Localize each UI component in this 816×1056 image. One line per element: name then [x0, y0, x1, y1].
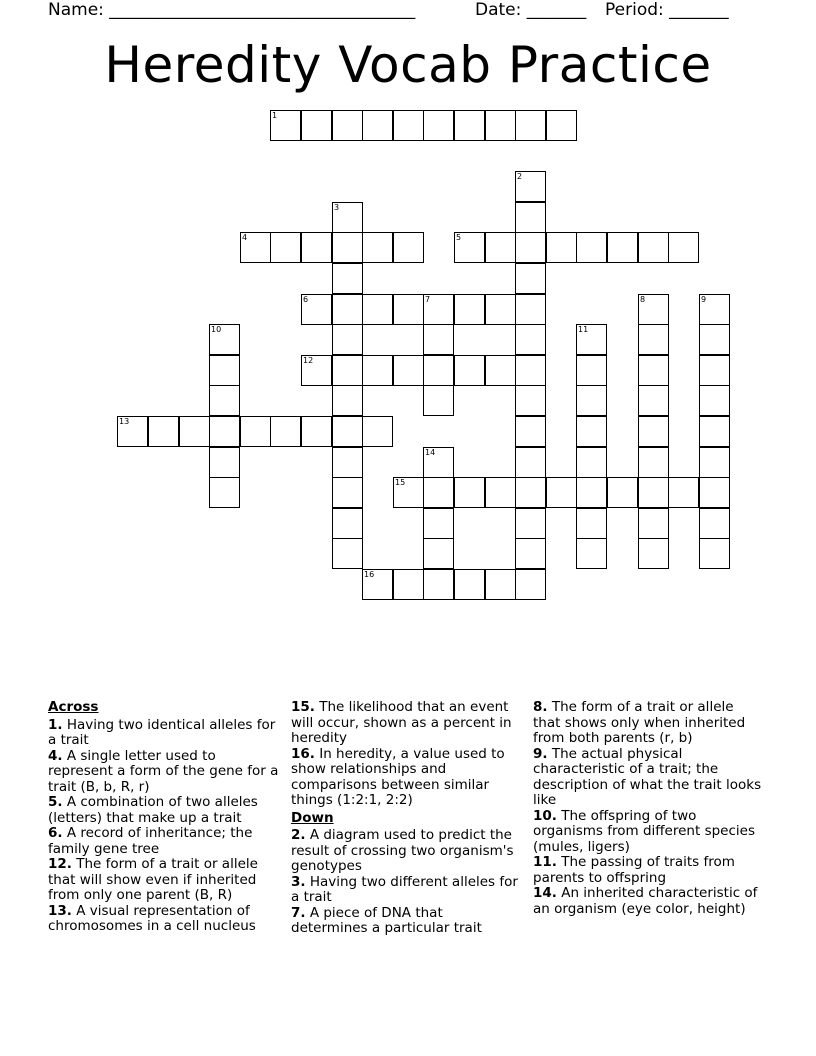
grid-cell[interactable] — [362, 294, 393, 325]
clue-down-2: 2. A diagram used to predict the result of crossing two organism's genotypes — [291, 827, 514, 874]
clue-down-9: 9. The actual physical characteristic of a trait; the description of what the trait looks like — [533, 745, 762, 808]
grid-cell[interactable] — [546, 232, 577, 263]
grid-cell[interactable] — [699, 538, 730, 569]
clue-number: 11 — [578, 325, 589, 334]
grid-cell[interactable] — [301, 416, 332, 447]
clue-number: 7 — [425, 295, 431, 304]
grid-cell[interactable] — [423, 385, 454, 416]
grid-cell[interactable] — [454, 110, 485, 141]
grid-cell[interactable] — [209, 324, 240, 355]
clue-number: 4 — [242, 233, 248, 242]
clue-number: 8 — [640, 295, 646, 304]
grid-cell[interactable] — [393, 232, 424, 263]
clue-across-5: 5. A combination of two alleles (letters) that make up a trait — [48, 794, 258, 826]
grid-cell[interactable] — [332, 416, 363, 447]
grid-cell[interactable] — [607, 477, 638, 508]
grid-cell[interactable] — [607, 232, 638, 263]
grid-cell[interactable] — [638, 355, 669, 386]
grid-cell[interactable] — [209, 355, 240, 386]
clue-column-1 — [48, 700, 280, 935]
grid-cell[interactable] — [393, 569, 424, 600]
clue-down-7: 7. A piece of DNA that determines a particular trait — [291, 904, 482, 936]
grid-cell[interactable] — [515, 416, 546, 447]
grid-cell[interactable] — [209, 385, 240, 416]
grid-cell[interactable] — [515, 508, 546, 539]
grid-cell[interactable] — [179, 416, 210, 447]
grid-cell[interactable] — [423, 538, 454, 569]
clue-down-3: 3. Having two different alleles for a trait — [291, 873, 518, 905]
grid-cell[interactable] — [699, 508, 730, 539]
grid-cell[interactable] — [332, 447, 363, 478]
grid-cell[interactable] — [546, 477, 577, 508]
grid-cell[interactable] — [638, 294, 669, 325]
grid-cell[interactable] — [362, 232, 393, 263]
clue-across-6: 6. A record of inheritance; the family gene tree — [48, 825, 253, 857]
grid-cell[interactable] — [515, 110, 546, 141]
grid-cell[interactable] — [485, 355, 516, 386]
grid-cell[interactable] — [699, 294, 730, 325]
grid-cell[interactable] — [454, 355, 485, 386]
grid-cell[interactable] — [423, 569, 454, 600]
grid-cell[interactable] — [454, 294, 485, 325]
grid-cell[interactable] — [423, 355, 454, 386]
grid-cell[interactable] — [485, 232, 516, 263]
grid-cell[interactable] — [699, 355, 730, 386]
grid-cell[interactable] — [362, 416, 393, 447]
clue-number: 12 — [303, 356, 314, 365]
grid-cell[interactable] — [423, 447, 454, 478]
clue-number: 9 — [701, 295, 707, 304]
grid-cell[interactable] — [699, 447, 730, 478]
grid-cell[interactable] — [485, 569, 516, 600]
grid-cell[interactable] — [638, 232, 669, 263]
grid-cell[interactable] — [209, 477, 240, 508]
grid-cell[interactable] — [423, 110, 454, 141]
clue-down-8: 8. The form of a trait or allele that shows only when inherited from both parents (r, b) — [533, 699, 746, 746]
grid-cell[interactable] — [332, 538, 363, 569]
grid-cell[interactable] — [332, 294, 363, 325]
grid-cell[interactable] — [117, 416, 148, 447]
clue-across-13: 13. A visual representation of chromosomes in a cell nucleus — [48, 902, 256, 934]
grid-cell[interactable] — [515, 232, 546, 263]
clue-column-2 — [291, 700, 523, 937]
grid-cell[interactable] — [301, 355, 332, 386]
grid-cell[interactable] — [332, 324, 363, 355]
down-heading: Down — [291, 809, 334, 826]
date-field[interactable]: Date: _______ — [475, 0, 587, 20]
grid-cell[interactable] — [454, 477, 485, 508]
grid-cell[interactable] — [270, 416, 301, 447]
grid-cell[interactable] — [515, 385, 546, 416]
across-heading: Across — [48, 699, 99, 715]
grid-cell[interactable] — [362, 110, 393, 141]
grid-cell[interactable] — [485, 477, 516, 508]
clue-across-1: 1. Having two identical alleles for a trait — [48, 716, 276, 748]
grid-cell[interactable] — [576, 538, 607, 569]
grid-cell[interactable] — [209, 447, 240, 478]
grid-cell[interactable] — [576, 355, 607, 386]
grid-cell[interactable] — [668, 232, 699, 263]
clue-number: 14 — [425, 448, 436, 457]
grid-cell[interactable] — [515, 202, 546, 233]
clue-column-3 — [533, 700, 765, 917]
grid-cell[interactable] — [270, 110, 301, 141]
clue-down-11: 11. The passing of traits from parents to offspring — [533, 854, 735, 886]
grid-cell[interactable] — [423, 324, 454, 355]
grid-cell[interactable] — [699, 416, 730, 447]
grid-cell[interactable] — [332, 355, 363, 386]
grid-cell[interactable] — [423, 508, 454, 539]
clue-number: 2 — [517, 172, 523, 181]
page-title: Heredity Vocab Practice — [104, 36, 712, 94]
grid-cell[interactable] — [515, 477, 546, 508]
grid-cell[interactable] — [638, 477, 669, 508]
grid-cell[interactable] — [485, 110, 516, 141]
clue-number: 1 — [272, 111, 278, 120]
grid-cell[interactable] — [515, 538, 546, 569]
name-field[interactable]: Name: ____________________________________ — [48, 0, 416, 20]
grid-cell[interactable] — [454, 232, 485, 263]
grid-cell[interactable] — [423, 294, 454, 325]
clue-across-15: 15. The likelihood that an event will occur, shown as a percent in heredity — [291, 699, 512, 746]
grid-cell[interactable] — [515, 263, 546, 294]
grid-cell[interactable] — [393, 477, 424, 508]
grid-cell[interactable] — [699, 477, 730, 508]
grid-cell[interactable] — [393, 355, 424, 386]
grid-cell[interactable] — [668, 477, 699, 508]
grid-cell[interactable] — [240, 416, 271, 447]
grid-cell[interactable] — [515, 355, 546, 386]
clue-number: 10 — [211, 325, 222, 334]
grid-cell[interactable] — [301, 294, 332, 325]
grid-cell[interactable] — [576, 508, 607, 539]
grid-cell[interactable] — [332, 232, 363, 263]
grid-cell[interactable] — [209, 416, 240, 447]
clue-across-4: 4. A single letter used to represent a form of the gene for a trait (B, b, R, r) — [48, 747, 279, 795]
clue-down-10: 10. The offspring of two organisms from different species (mules, ligers) — [533, 807, 755, 855]
grid-cell[interactable] — [515, 294, 546, 325]
grid-cell[interactable] — [576, 477, 607, 508]
grid-cell[interactable] — [332, 110, 363, 141]
clue-number: 13 — [119, 417, 130, 426]
grid-cell[interactable] — [301, 110, 332, 141]
grid-cell[interactable] — [454, 569, 485, 600]
grid-cell[interactable] — [332, 202, 363, 233]
grid-cell[interactable] — [638, 538, 669, 569]
grid-cell[interactable] — [576, 447, 607, 478]
grid-cell[interactable] — [638, 416, 669, 447]
grid-cell[interactable] — [576, 416, 607, 447]
grid-cell[interactable] — [546, 110, 577, 141]
clue-across-16: 16. In heredity, a value used to show relationships and comparisons between similar things (1:2:1, 2:2) — [291, 745, 505, 808]
grid-cell[interactable] — [332, 263, 363, 294]
clue-number: 6 — [303, 295, 309, 304]
grid-cell[interactable] — [515, 171, 546, 202]
period-field[interactable]: Period: _______ — [605, 0, 729, 20]
clue-number: 16 — [364, 570, 375, 579]
grid-cell[interactable] — [270, 232, 301, 263]
clue-across-12: 12. The form of a trait or allele that will show even if inherited from only one parent (B, R) — [48, 856, 258, 903]
grid-cell[interactable] — [576, 324, 607, 355]
grid-cell[interactable] — [393, 294, 424, 325]
grid-cell[interactable] — [332, 508, 363, 539]
grid-cell[interactable] — [699, 324, 730, 355]
clue-number: 15 — [395, 478, 406, 487]
grid-cell[interactable] — [515, 324, 546, 355]
grid-cell[interactable] — [576, 232, 607, 263]
grid-cell[interactable] — [638, 385, 669, 416]
clue-number: 3 — [334, 203, 340, 212]
grid-cell[interactable] — [423, 477, 454, 508]
grid-cell[interactable] — [638, 324, 669, 355]
grid-cell[interactable] — [362, 355, 393, 386]
clue-number: 5 — [456, 233, 462, 242]
grid-cell[interactable] — [515, 569, 546, 600]
grid-cell[interactable] — [362, 569, 393, 600]
grid-cell[interactable] — [638, 508, 669, 539]
grid-cell[interactable] — [393, 110, 424, 141]
grid-cell[interactable] — [485, 294, 516, 325]
grid-cell[interactable] — [301, 232, 332, 263]
grid-cell[interactable] — [332, 385, 363, 416]
grid-cell[interactable] — [699, 385, 730, 416]
grid-cell[interactable] — [332, 477, 363, 508]
grid-cell[interactable] — [515, 447, 546, 478]
grid-cell[interactable] — [638, 447, 669, 478]
grid-cell[interactable] — [576, 385, 607, 416]
grid-cell[interactable] — [240, 232, 271, 263]
grid-cell[interactable] — [148, 416, 179, 447]
clue-down-14: 14. An inherited characteristic of an organism (eye color, height) — [533, 885, 758, 917]
